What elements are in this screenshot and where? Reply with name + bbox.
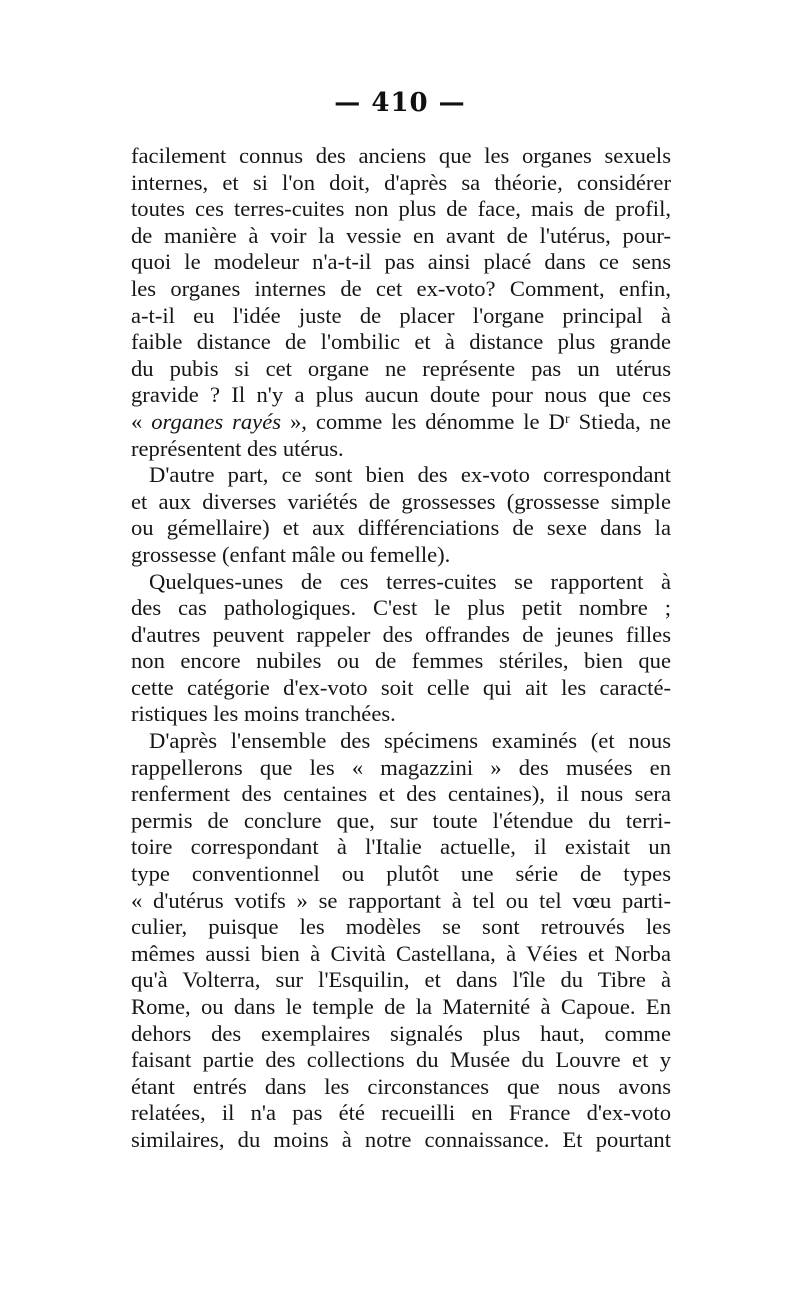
text-line: représentent des utérus. <box>131 435 344 461</box>
text-line: étant entrés dans les circonstances que nous avons <box>131 1073 671 1099</box>
text-line: d'autres peuvent rappeler des offrandes de jeunes filles <box>131 621 671 647</box>
text-line: faible distance de l'ombilic et à distance plus grande <box>131 329 671 355</box>
text-line: Quelques-unes de ces terres-cuites se rapportent à <box>149 568 671 594</box>
text-line: rappellerons que les « magazzini » des musées en <box>131 754 671 780</box>
paragraph <box>131 462 671 568</box>
text-line: toutes ces terres-cuites non plus de face, mais de profil, <box>131 196 671 222</box>
text-line: facilement connus des anciens que les organes sexuels <box>131 143 671 168</box>
text-line: « d'utérus votifs » se rapportant à tel ou tel vœu parti- <box>131 887 671 913</box>
text-line: du pubis si cet organe ne représente pas un utérus <box>131 355 671 381</box>
text-line: cette catégorie d'ex-voto soit celle qui ait les caracté- <box>131 674 671 700</box>
text-line: similaires, du moins à notre connaissance. Et pourtant <box>131 1126 671 1152</box>
text-line: et aux diverses variétés de grossesses (grossesse simple <box>131 488 671 514</box>
text-line: gravide ? Il n'y a plus aucun doute pour nous que ces <box>131 382 671 408</box>
text-line: D'après l'ensemble des spécimens examinés (et nous <box>149 728 671 754</box>
text-line: permis de conclure que, sur toute l'étendue du terri- <box>131 807 671 833</box>
text-line: type conventionnel ou plutôt une série de types <box>131 861 671 887</box>
text-line: quoi le modeleur n'a-t-il pas ainsi placé dans ce sens <box>131 249 671 275</box>
text-line: ou gémellaire) et aux différenciations de sexe dans la <box>131 515 671 541</box>
text-line: Rome, ou dans le temple de la Maternité à Capoue. En <box>131 994 671 1019</box>
text-line: renferment des centaines et des centaines), il nous sera <box>131 781 671 807</box>
text-line: faisant partie des collections du Musée du Louvre et y <box>131 1047 671 1073</box>
text-line: non encore nubiles ou de femmes stériles, bien que <box>131 648 671 674</box>
text-line: des cas pathologiques. C'est le plus petit nombre ; <box>131 595 671 621</box>
paragraph <box>131 143 671 462</box>
text-line: toire correspondant à l'Italie actuelle, il existait un <box>131 834 671 860</box>
text-line <box>131 409 671 436</box>
text-line: grossesse (enfant mâle ou femelle). <box>131 541 451 567</box>
text-line: ristiques les moins tranchées. <box>131 701 396 727</box>
text-line: D'autre part, ce sont bien des ex-voto correspondant <box>149 462 671 488</box>
text-segment: « <box>131 408 152 434</box>
text-line: culier, puisque les modèles se sont retrouvés les <box>131 914 671 940</box>
text-line: les organes internes de cet ex-voto? Comment, enfin, <box>131 275 671 301</box>
text-line: internes, et si l'on doit, d'après sa théorie, considérer <box>131 169 671 195</box>
italic-term: organes rayés <box>151 408 282 434</box>
text-line: relatées, il n'a pas été recueilli en France d'ex-voto <box>131 1100 671 1126</box>
text-line: dehors des exemplaires signalés plus haut, comme <box>131 1020 671 1046</box>
text-line: qu'à Volterra, sur l'Esquilin, et dans l'île du Tibre à <box>131 967 671 993</box>
text-line: mêmes aussi bien à Cività Castellana, à Véies et Norba <box>131 940 671 966</box>
text-line: de manière à voir la vessie en avant de l'utérus, pour- <box>131 222 671 248</box>
text-line: a-t-il eu l'idée juste de placer l'organe principal à <box>131 302 671 328</box>
page-number: — 410 — <box>334 88 466 118</box>
body-text <box>131 143 671 1154</box>
paragraph <box>131 569 671 729</box>
text-segment: », comme les dénomme le Dʳ Stieda, ne <box>281 408 671 434</box>
paragraph <box>131 728 671 1154</box>
